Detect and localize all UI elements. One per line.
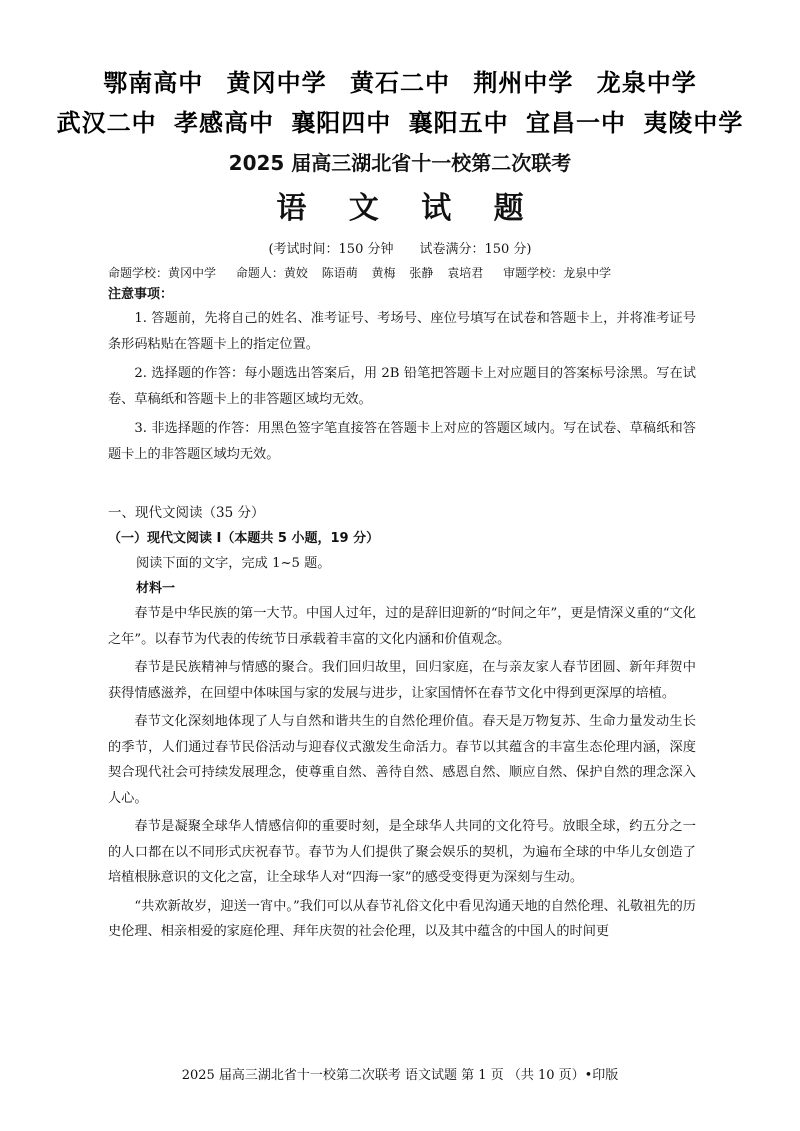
author-name: 张静 <box>409 266 434 280</box>
school-name: 孝感高中 <box>173 109 274 137</box>
material-text <box>0 601 696 945</box>
notice-title: 注意事项： <box>108 287 174 302</box>
paragraph: 春节是民族精神与情感的聚合。我们回归故里，回归家庭，在与亲友家人春节团圆、新年拜贺中获得情感滋养，在回望中体味国与家的发展与进步，让家国情怀在春节文化中得到更深厚的培植。 <box>108 660 696 701</box>
exam-title: 2025 届高三湖北省十一校第二次联考 <box>228 151 572 175</box>
notice-item: 1. 答题前，先将自己的姓名、准考证号、考场号、座位号填写在试卷和答题卡上，并将准考证号条形码粘贴在答题卡上的指定位置。 <box>108 311 696 352</box>
school-name: 夷陵中学 <box>643 109 744 137</box>
school-name: 龙泉中学 <box>596 69 697 97</box>
author-name: 陈语萌 <box>321 266 358 280</box>
school-line-2 <box>0 103 800 143</box>
school-name: 襄阳四中 <box>291 109 392 137</box>
notice-item: 3. 非选择题的作答：用黑色签字笔直接答在答题卡上对应的答题区域内。写在试卷、草稿纸和答题卡上的非答题区域均无效。 <box>108 421 696 462</box>
paragraph: “共欢新故岁，迎送一宵中。”我们可以从春节礼俗文化中看见沟通天地的自然伦理、礼敬祖先的历史伦理、相亲相爱的家庭伦理、拜年庆贺的社会伦理，以及其中蕴含的中国人的时间更 <box>108 898 696 939</box>
subject-title: 语 文 试 题 <box>276 191 540 226</box>
paragraph: 春节是中华民族的第一大节。中国人过年，过的是辞旧迎新的“时间之年”，更是情深义重的“文化之年”。以春节为代表的传统节日承载着丰富的文化内涵和价值观念。 <box>108 606 696 647</box>
paragraph: 春节文化深刻地体现了人与自然和谐共生的自然伦理价值。春天是万物复苏、生命力量发动生长的季节，人们通过春节民俗活动与迎春仪式激发生命活力。春节以其蕴含的丰富生态伦理内涵，深度契合现代社会可持续发展理念，使尊重自然、善待自然、感恩自然、顺应自然、保护自然的理念深入人心。 <box>108 714 696 806</box>
material-title: 材料一 <box>136 581 176 596</box>
school-name: 荆州中学 <box>473 69 574 97</box>
setting-school: 命题学校：黄冈中学 <box>108 266 217 280</box>
notice-list <box>0 306 696 467</box>
review-school: 审题学校：龙泉中学 <box>503 266 612 280</box>
school-name: 襄阳五中 <box>408 109 509 137</box>
page-footer: 2025 届高三湖北省十一校第二次联考 语文试题 第 1 页 （共 10 页）•印版 <box>181 1068 619 1083</box>
school-list <box>0 63 800 143</box>
author-name: 命题人：黄姣 <box>235 266 308 280</box>
reading-instruction: 阅读下面的文字，完成 1~5 题。 <box>136 556 331 571</box>
school-name: 武汉二中 <box>56 109 157 137</box>
paragraph: 春节是凝聚全球华人情感信仰的重要时刻，是全球华人共同的文化符号。放眼全球，约五分之一的人口都在以不同形式庆祝春节。春节为人们提供了聚会娱乐的契机，为遍布全球的中华儿女创造了培植根脉意识的文化之富，让全球华人对“四海一家”的感受变得更为深刻与生动。 <box>108 819 696 885</box>
school-name: 鄂南高中 <box>103 69 204 97</box>
subsection-title: （一）现代文阅读 I（本题共 5 小题，19 分） <box>108 531 380 546</box>
section-title: 一、现代文阅读（35 分） <box>108 505 265 521</box>
school-name: 黄石二中 <box>350 69 450 97</box>
authors-line <box>0 262 800 284</box>
school-line-1 <box>0 63 800 103</box>
author-name: 黄梅 <box>371 266 396 280</box>
school-name: 宜昌一中 <box>526 109 627 137</box>
author-name: 袁培君 <box>447 266 484 280</box>
exam-time-info: (考试时间：150 分钟 试卷满分：150 分) <box>268 242 532 257</box>
notice-item: 2. 选择题的作答：每小题选出答案后，用 2B 铅笔把答题卡上对应题目的答案标号涂黑。写在试卷、草稿纸和答题卡上的非答题区域均无效。 <box>108 366 696 407</box>
school-name: 黄冈中学 <box>226 69 327 97</box>
